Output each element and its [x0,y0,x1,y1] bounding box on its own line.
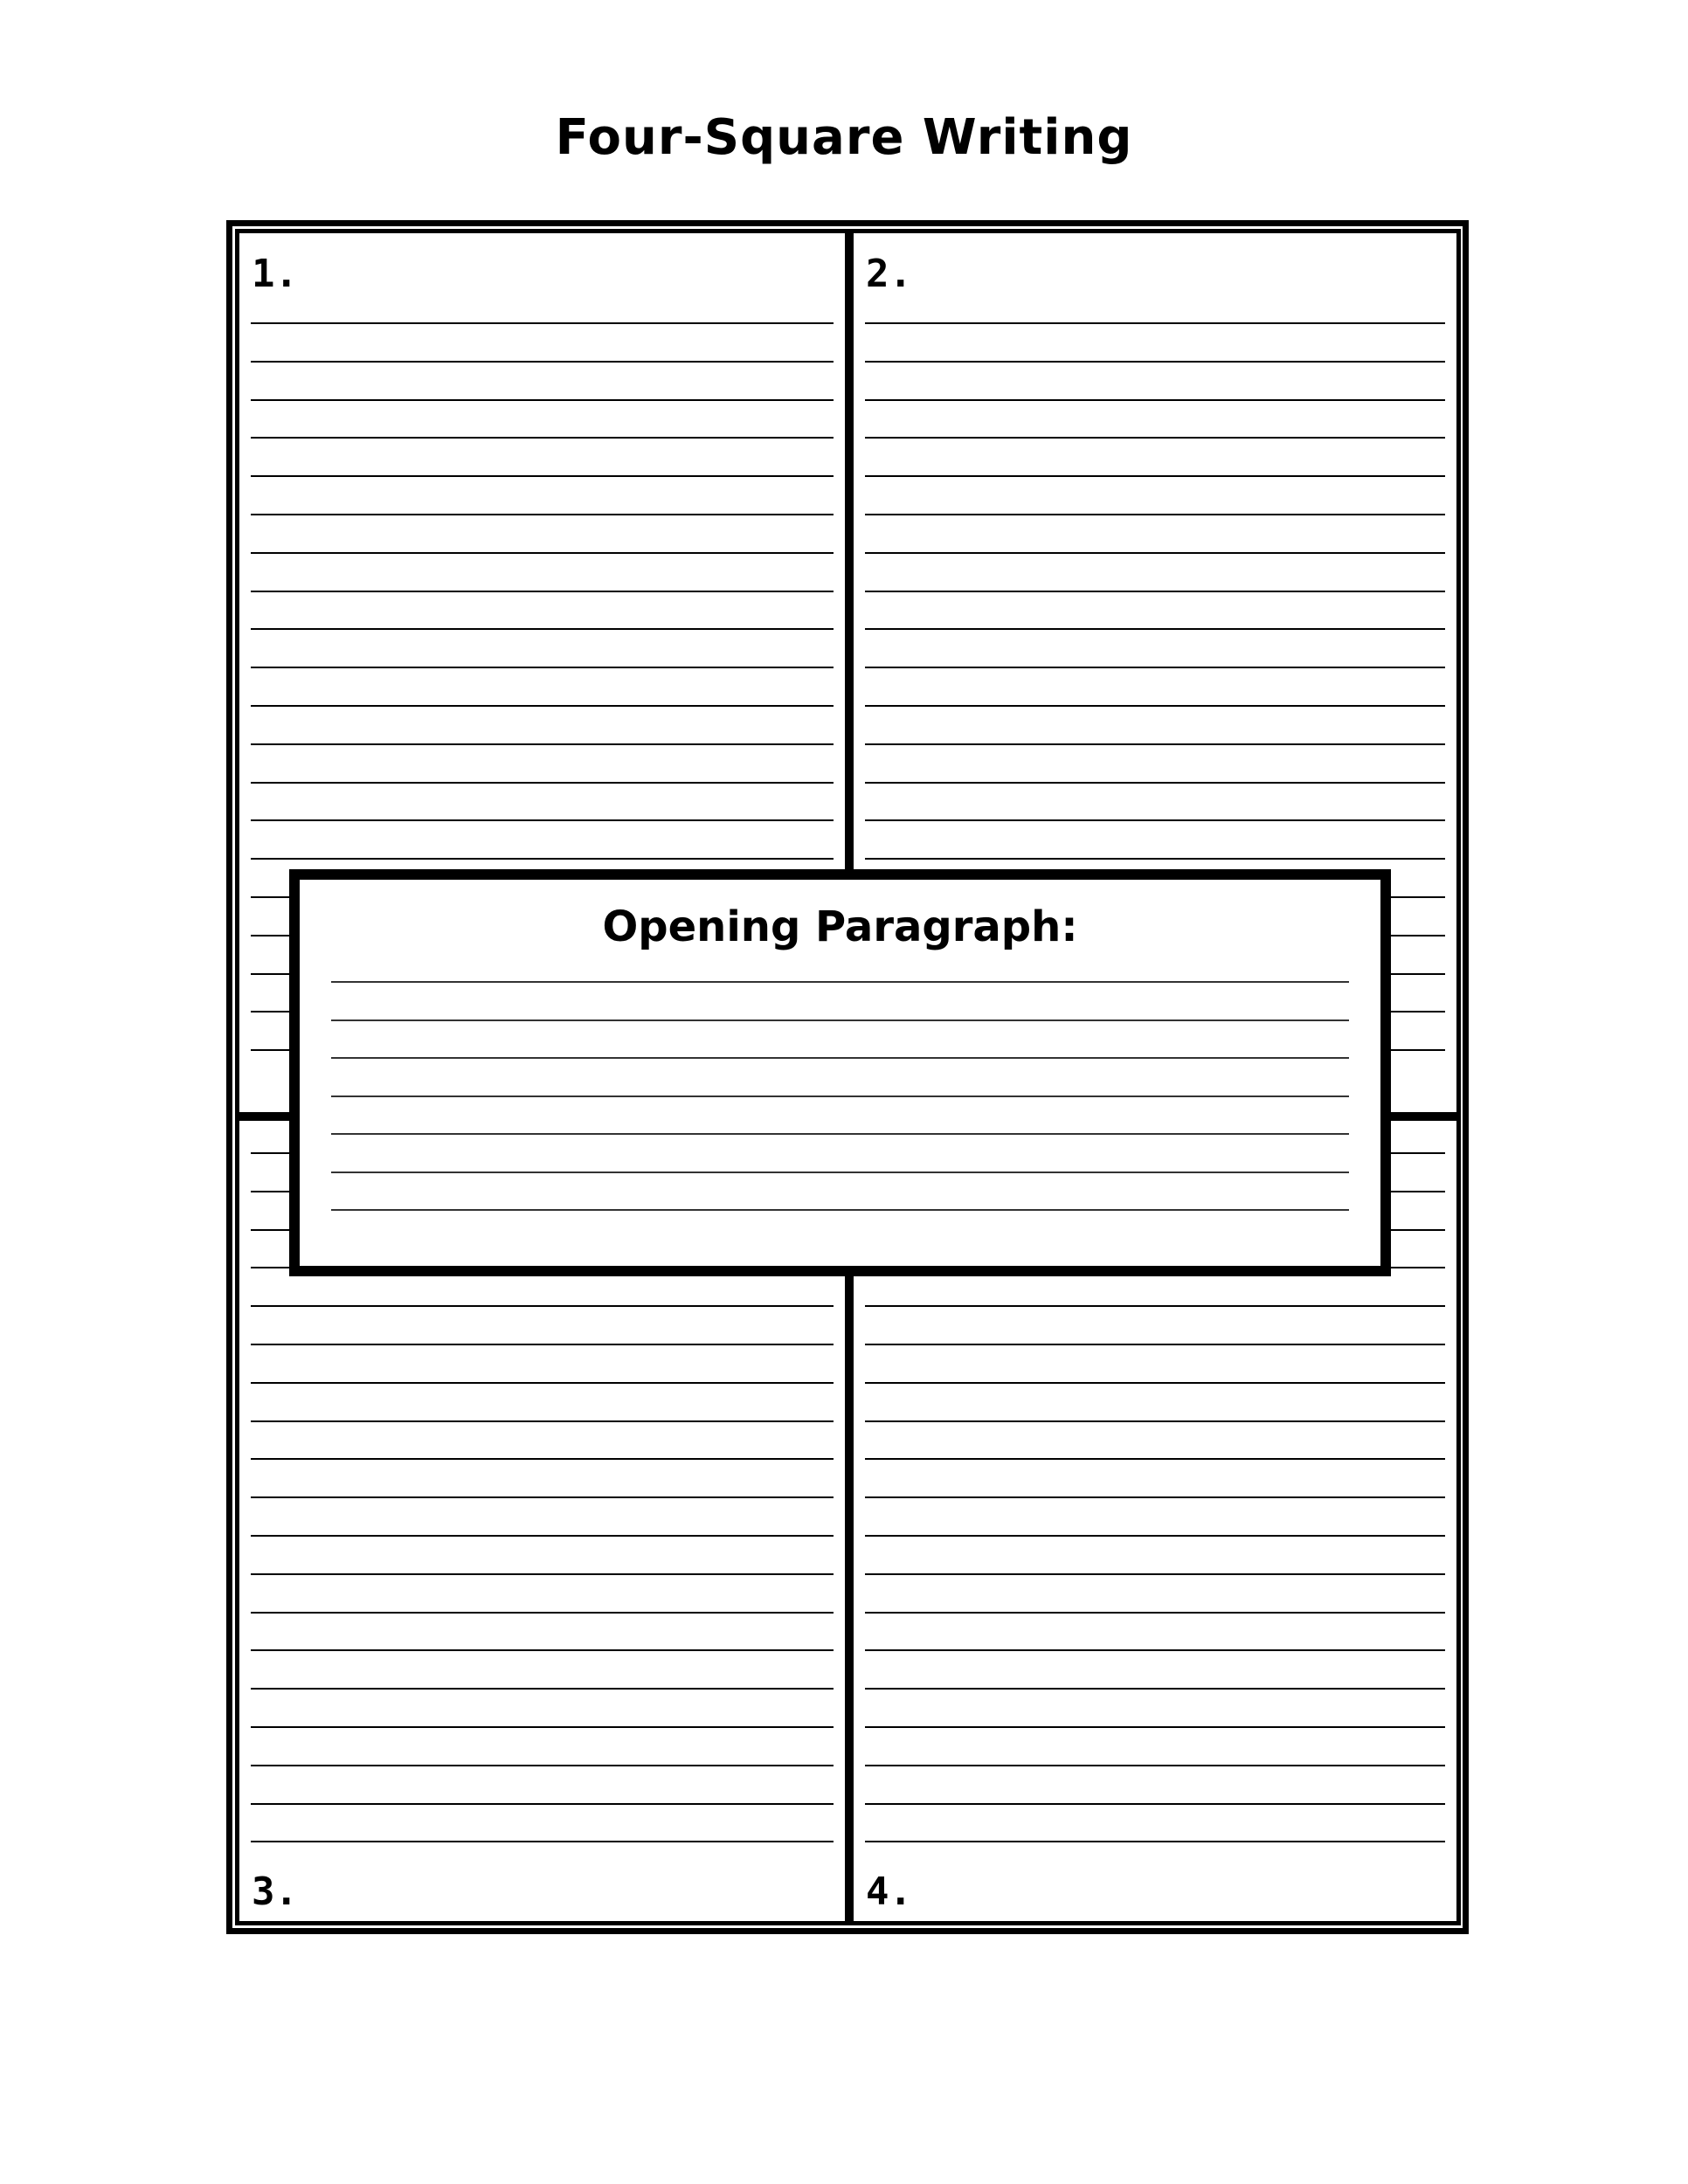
writing-line [865,591,1445,592]
opening-paragraph-box [289,869,1391,1276]
writing-line [331,1057,1349,1059]
writing-line [251,628,834,630]
writing-line [251,1688,834,1690]
writing-line [865,1765,1445,1766]
writing-line [865,782,1445,784]
writing-line [865,1726,1445,1728]
writing-line [251,399,834,401]
writing-line [251,1382,834,1384]
writing-line [251,1458,834,1460]
writing-line [331,1095,1349,1097]
writing-line [251,361,834,363]
writing-line [251,322,834,324]
writing-line [331,981,1349,983]
opening-paragraph-heading: Opening Paragraph: [602,902,1078,951]
writing-line [865,819,1445,821]
writing-line [251,1496,834,1498]
quadrant-2-label: 2. [866,252,912,296]
writing-line [251,743,834,745]
writing-line [251,1573,834,1575]
writing-line [251,782,834,784]
writing-line [251,1535,834,1537]
writing-line [251,1765,834,1766]
writing-line [865,514,1445,515]
writing-line [251,1420,834,1422]
writing-line [865,1841,1445,1842]
writing-line [865,858,1445,860]
writing-line [865,1496,1445,1498]
writing-line [251,1344,834,1345]
writing-line [865,361,1445,363]
writing-line [251,475,834,477]
writing-line [865,1535,1445,1537]
writing-line [251,591,834,592]
writing-line [865,667,1445,668]
writing-line [251,1803,834,1805]
writing-line [865,1573,1445,1575]
writing-line [251,1612,834,1614]
writing-line [865,1649,1445,1651]
writing-line [251,437,834,439]
writing-line [251,819,834,821]
writing-line [865,1612,1445,1614]
writing-line [865,1688,1445,1690]
writing-line [251,1726,834,1728]
writing-line [251,705,834,707]
quadrant-1-label: 1. [252,252,298,296]
quadrant-3-label: 3. [252,1870,298,1914]
writing-line [865,628,1445,630]
writing-line [251,858,834,860]
page-title: Four-Square Writing [555,109,1133,166]
writing-line [865,322,1445,324]
writing-line [251,514,834,515]
writing-line [865,1803,1445,1805]
writing-line [251,1305,834,1307]
writing-line [865,743,1445,745]
writing-line [251,1649,834,1651]
writing-line [331,1171,1349,1173]
writing-line [865,399,1445,401]
writing-line [331,1019,1349,1021]
writing-line [865,1344,1445,1345]
writing-line [251,667,834,668]
writing-line [865,437,1445,439]
writing-line [865,705,1445,707]
writing-line [251,1841,834,1842]
writing-line [865,1458,1445,1460]
writing-line [865,475,1445,477]
writing-line [251,552,834,554]
writing-line [865,1420,1445,1422]
writing-line [331,1209,1349,1211]
writing-line [331,1133,1349,1135]
quadrant-4-label: 4. [866,1870,912,1914]
writing-line [865,1305,1445,1307]
writing-line [865,1382,1445,1384]
writing-line [865,552,1445,554]
